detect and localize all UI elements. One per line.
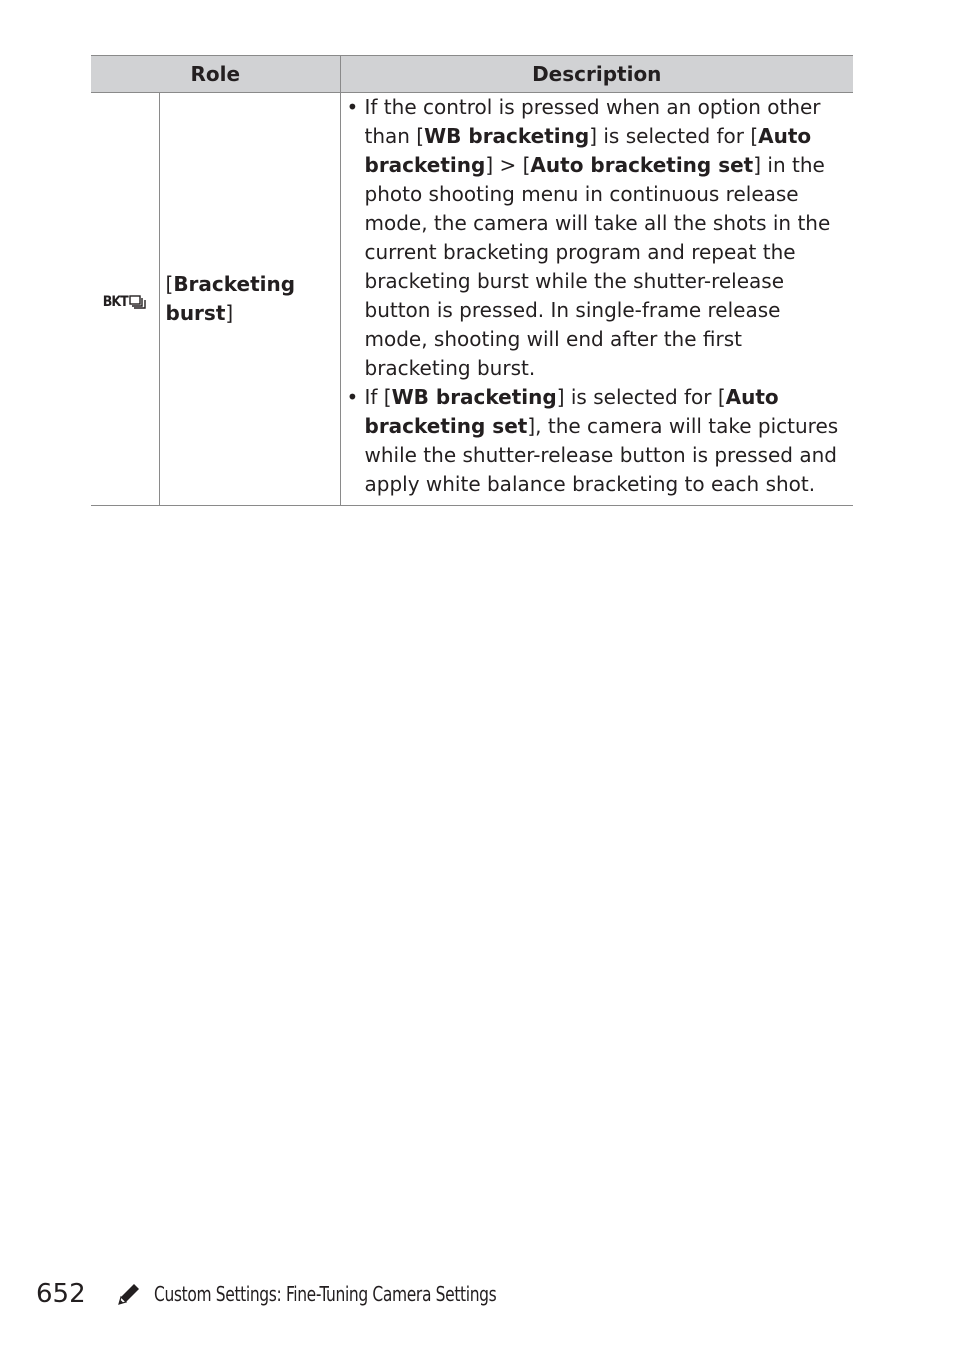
burst-frames-icon [129,295,147,309]
role-close-bracket: ] [225,301,234,325]
description-column-header: Description [340,56,853,93]
table-row [91,93,853,506]
role-icon-cell [91,93,159,506]
description-bullet-1: • If the control is pressed when an option other than [WB bracketing] is selected for [Auto bracketing] > [Auto bracketing set] in the photo shooting menu in continuous release mode, the camera will take all the shots in the current bracketing program and repeat the bracketing burst while the shutter-release button is pressed. In single-frame release mode, shooting will end after the first bracketing burst. [347,93,850,383]
page-footer [36,1276,552,1312]
description-bullet-2: • If [WB bracketing] is selected for [Auto bracketing set], the camera will take pictures while the shutter-release button is pressed and apply white balance bracketing to each shot. [347,383,850,499]
role-label: Bracketing burst [165,272,296,325]
bracketing-icon-text: BKT [102,293,128,310]
section-title: Custom Settings: Fine-Tuning Camera Settings [154,1282,497,1306]
role-open-bracket: [ [165,272,174,296]
table-header-row [91,56,853,93]
role-column-header: Role [91,56,340,93]
description-cell [340,93,853,506]
bracketing-burst-icon [103,295,147,309]
page-number: 652 [36,1279,86,1309]
role-table [91,55,853,506]
role-name-cell [159,93,340,506]
pencil-icon [116,1281,142,1307]
description-list [347,93,850,499]
